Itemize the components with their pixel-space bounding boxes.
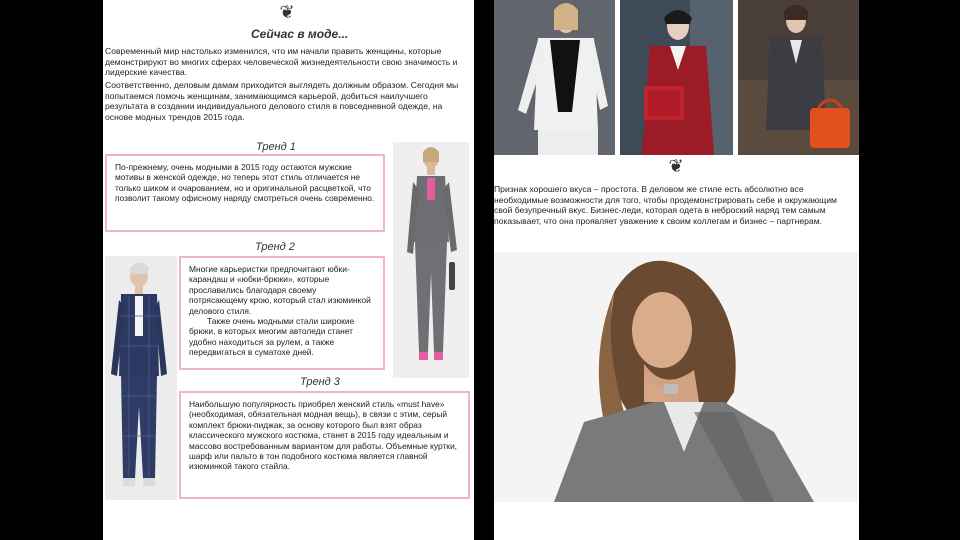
intro-paragraph-2: Соответственно, деловым дамам приходится выглядеть должным образом. Сегодня мы попытаемся помочь женщинам, занимающимся карьерой, добиться наилучшего результата в создании индивидуального делового стиля в повседневной одежде, на основе модных трендов 2015 года. bbox=[105, 80, 459, 122]
photo-red-suit-model bbox=[620, 0, 733, 155]
trend-2-box bbox=[179, 256, 385, 370]
trend-2-text-1: Многие карьеристки предпочитают юбки-карандаш и «юбки-брюки», которые прославились благодаря своему потрясающему крою, который стал изюминкой делового стиля. bbox=[189, 264, 371, 316]
trend-2-text-2: Также очень модными стали широкие брюки, в которых многим автоледи станет удобно находиться за рулем, а также передвигаться в суматохе дней. bbox=[189, 316, 355, 358]
right-page-number: 5 bbox=[836, 506, 856, 530]
photo-grey-suit-portrait bbox=[494, 252, 858, 502]
trend-3-title: Тренд 3 bbox=[300, 376, 340, 388]
trend-1-box bbox=[105, 154, 385, 232]
trend-3-text: Наибольшую популярность приобрел женский стиль «must have» (необходимая, обязательная модная вещь), в связи с этим, серый комплект брюки-пиджак, за основу которого был взят образ классического мужского костюма, станет в 2015 году идеальным и массово востребованным вариантом для работы. Объемные куртки, шарф или пальто в тон подобного костюма является главной изюминкой такого стайла. bbox=[189, 399, 457, 472]
trend-2-title: Тренд 2 bbox=[255, 241, 295, 253]
photo-grey-suit-orange-bag-model bbox=[738, 0, 859, 155]
left-page bbox=[103, 0, 474, 540]
photo-white-jacket-model bbox=[494, 0, 615, 155]
photo-tweed-suit-model bbox=[393, 142, 469, 378]
page-heading: Сейчас в моде... bbox=[251, 27, 349, 41]
ornament-icon: ❦ bbox=[668, 156, 684, 177]
intro-paragraph-1: Современный мир настолько изменился, что им начали править женщины, которые демонстрируют во многих сферах человеческой жизнедеятельности свою значимость и лидерские качества. bbox=[105, 46, 458, 78]
trend-1-text: По-прежнему, очень модными в 2015 году остаются мужские мотивы в женской одежде, но теперь этот стиль отличается не только шиком и очарованием, но и оригинальной расцветкой, что позволит такому офисному наряду смотреться очень современно. bbox=[115, 162, 375, 204]
ornament-icon: ❦ bbox=[279, 2, 295, 23]
right-page-text: Признак хорошего вкуса – простота. В деловом же стиле есть абсолютно все необходимые возможности для того, чтобы продемонстрировать себе и окружающим свой безупречный вкус. Бизнес-леди, которая одета в неброский наряд тем самым показывает, что она проявляет уважение к своим коллегам и бизнес – партнерам. bbox=[494, 184, 837, 226]
right-page bbox=[494, 0, 859, 540]
photo-plaid-suit-model bbox=[105, 256, 177, 500]
trend-1-title: Тренд 1 bbox=[256, 141, 296, 153]
left-page-number: 8 bbox=[108, 506, 128, 530]
trend-3-box bbox=[179, 391, 470, 499]
